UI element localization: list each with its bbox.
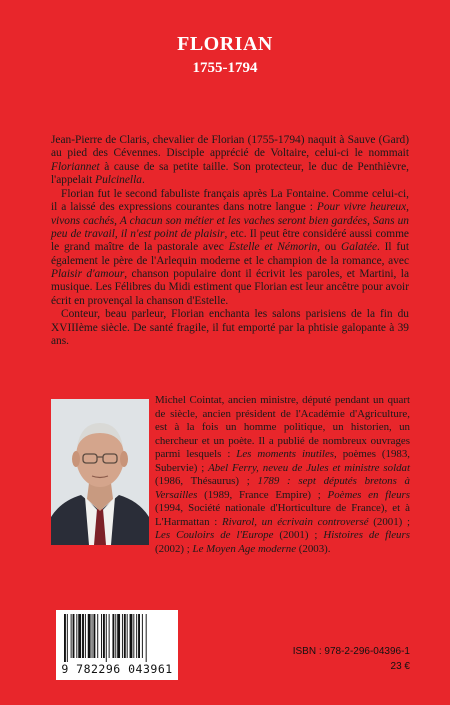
barcode: [56, 610, 178, 680]
barcode-bar: [92, 614, 93, 658]
text-run: , chanson populaire dont il écrivit les paroles, et Martini, la musique. Les Félibres du Midi estiment que Florian est leur ancêtre pour avoir écrit en provençal la chanson d'Estelle.: [51, 267, 409, 307]
barcode-digits: 9 782296 043961: [61, 662, 173, 676]
barcode-bar: [64, 614, 66, 662]
text-run: . Il fut également le père de l'Arlequin moderne et le champion de la romance, avec: [51, 241, 410, 267]
barcode-bar: [97, 614, 98, 658]
barcode-bar: [76, 614, 77, 658]
paragraph-1: [51, 134, 409, 187]
italic-run: Galatée: [340, 241, 378, 254]
text-run: à cause de sa petite taille. Son protecteur, le duc de Penthièvre, l'appelait: [51, 160, 409, 187]
barcode-bar: [85, 614, 86, 658]
text-run: (1994, Société nationale d'Horticulture de France), et à L'Harmattan :: [155, 502, 410, 528]
barcode-bar: [78, 614, 81, 658]
barcode-bar: [103, 614, 105, 658]
text-run: (2001) ;: [368, 515, 410, 528]
italic-run: Pulcinella: [95, 174, 142, 187]
barcode-bar: [115, 614, 116, 658]
text-run: Florian fut le second fabuliste français après La Fontaine. Comme celui-ci, il a laissé des expressions courantes dans notre langue :: [51, 187, 409, 214]
italic-run: Estelle et Némorin: [228, 241, 318, 254]
text-run: (2003).: [296, 543, 331, 556]
text-run: , ou: [317, 241, 341, 254]
barcode-bar: [71, 614, 72, 658]
text-run: Michel Cointat, ancien ministre, député pendant un quart de siècle, ancien président de l'Académie d'Agriculture, est à la fois un homme politique, un historien, un chercheur et un poète. Il a publié de nombreux ouvrages parmi lesquels :: [155, 394, 410, 461]
barcode-bar: [133, 614, 134, 658]
text-run: (1986, Thésaurus) ;: [155, 475, 258, 488]
author-biography: [155, 394, 410, 557]
barcode-bar: [82, 614, 84, 658]
barcode-bar: [109, 614, 110, 658]
back-cover-text: [51, 134, 409, 349]
text-run: , etc. Il peut être considéré aussi comme le grand maître de la pastorale avec: [51, 227, 409, 254]
book-dates: 1755-1794: [192, 60, 258, 76]
book-title: FLORIAN: [177, 33, 273, 55]
italic-run: Les moments inutiles: [236, 448, 335, 461]
barcode-bar: [124, 614, 126, 658]
italic-run: 1789 : sept députés bretons à Versailles: [155, 475, 411, 501]
italic-run: Pour vivre heureux, vivons cachés, A chacun son métier et les vaches seront bien gardées, Sans un peu de travail, il n'est point de plaisir: [51, 201, 409, 240]
text-run: .: [141, 174, 145, 187]
italic-run: Les Couloirs de l'Europe: [155, 529, 274, 542]
text-run: (2001) ;: [273, 529, 324, 542]
barcode-bar: [127, 614, 128, 658]
isbn: ISBN : 978-2-296-04396-1: [292, 646, 410, 657]
italic-run: Floriannet: [51, 160, 100, 173]
italic-run: Abel Ferry, neveu de Jules et ministre soldat: [208, 461, 411, 474]
barcode-bar: [117, 614, 120, 658]
barcode-bar: [122, 614, 123, 658]
text-run: Jean-Pierre de Claris, chevalier de Florian (1755-1794) naquit à Sauve (Gard) au pied des Cévennes. Disciple apprécié de Voltaire, celui-ci le nommait: [51, 134, 409, 160]
barcode-bar: [112, 614, 114, 658]
italic-run: Plaisir d'amour: [51, 267, 125, 280]
text-run: (1989, France Empire) ;: [197, 488, 328, 501]
paragraph-3: Conteur, beau parleur, Florian enchanta les salons parisiens de la fin du XVIIIème siècle. De santé fragile, il fut emporté par la phtisie galopante à 39 ans.: [51, 308, 409, 348]
barcode-bar: [73, 614, 75, 658]
price: 23 €: [390, 661, 410, 672]
italic-run: Rivarol, un écrivain controversé: [221, 515, 369, 528]
barcode-bar: [138, 614, 140, 658]
barcode-bar: [67, 614, 68, 662]
author-photo: [51, 399, 149, 545]
barcode-bars-icon: [62, 614, 172, 662]
barcode-bar: [101, 614, 102, 658]
barcode-bar: [146, 614, 147, 662]
barcode-bar: [93, 614, 95, 658]
text-run: (2002) ;: [155, 543, 193, 556]
text-run: , poèmes (1983, Subervie) ;: [155, 448, 411, 474]
barcode-bar: [142, 614, 143, 658]
paragraph-2: [51, 188, 409, 308]
author-portrait-icon: [51, 399, 149, 545]
barcode-bar: [88, 614, 91, 658]
barcode-bar: [136, 614, 137, 658]
italic-run: Histoires de fleurs: [323, 529, 410, 542]
italic-run: Poèmes en fleurs: [327, 488, 410, 501]
barcode-bar: [106, 614, 107, 662]
barcode-bar: [130, 614, 133, 658]
italic-run: Le Moyen Age moderne: [192, 543, 297, 556]
